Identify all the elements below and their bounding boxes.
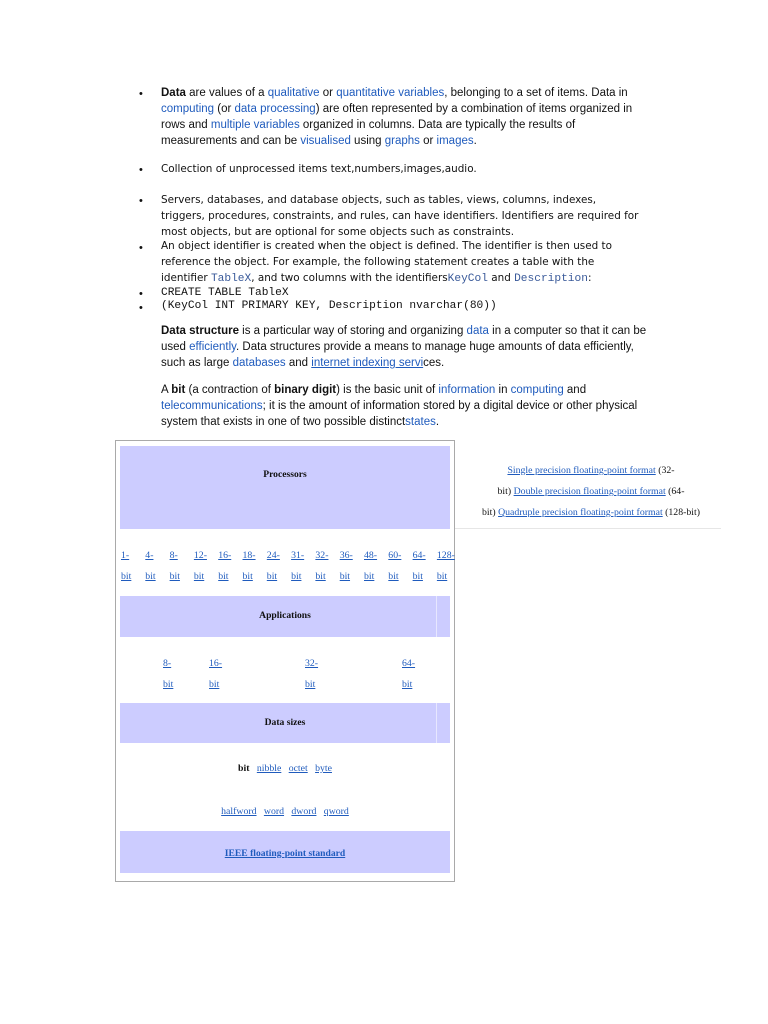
processor-bits-row [120,545,455,587]
link-bit-size[interactable] [267,545,280,587]
text: (a contraction of [185,384,275,396]
link-quadruple-precision[interactable]: Quadruple precision floating-point format [498,507,663,518]
bit-size-prefix: 48- [364,550,378,561]
bit-size-prefix: 16- [209,658,223,669]
data-sizes-heading: Data sizes [264,717,306,728]
bit-size-prefix: 60- [388,550,402,561]
bit-size-prefix: 36- [339,550,353,561]
text: ) are often represented by a combination of items organized in rows and [161,103,633,131]
link-bit-size[interactable] [170,545,180,587]
bullet-marker: • [139,164,143,176]
link-single-precision[interactable]: Single precision floating-point format [507,465,656,476]
bit-word: bit [193,571,205,582]
link-visualised[interactable]: visualised [300,135,351,147]
link-bit-size[interactable] [218,545,231,587]
text: bit) [497,486,514,497]
bit-word: bit [163,679,174,690]
link-octet[interactable]: octet [288,763,308,774]
link-data-processing[interactable]: data processing [234,103,316,115]
text: . [473,135,477,147]
band-edge [436,596,450,637]
bullet-marker: • [139,88,143,100]
bit-size-prefix: 31- [291,550,305,561]
bit-size-prefix: 64- [412,550,426,561]
paragraph-object-identifier [161,238,623,286]
bit-word: bit [305,679,316,690]
link-byte[interactable]: byte [315,763,332,774]
processors-heading: Processors [263,469,307,480]
applications-header-band [120,596,450,637]
link-qualitative[interactable]: qualitative [267,87,320,99]
processors-header-band [120,446,450,529]
text: in a computer so that it can be used [161,325,647,353]
text: organized in columns. Data are typically the results of measurements and can be [161,119,576,147]
text: bit) [482,507,499,518]
link-images[interactable]: images [436,135,474,147]
link-internet-indexing-services[interactable]: internet indexing servi [311,357,424,369]
text: (or [214,103,235,115]
bit-size-prefix: 8- [163,658,172,669]
link-states[interactable]: states [405,416,436,428]
link-word[interactable]: word [263,806,285,817]
bit-word: bit [412,571,423,582]
link-bit-size[interactable] [340,545,353,587]
text: and [285,357,312,369]
bit-word: bit [388,571,399,582]
bit-size-prefix: 16- [218,550,232,561]
link-dword[interactable]: dword [291,806,317,817]
bit-word: bit [315,571,326,582]
code-line-columns: (KeyCol INT PRIMARY KEY, Description nvarchar(80)) [161,300,497,312]
term-binary-digit: binary digit [274,384,337,396]
link-application-bit-size[interactable] [305,653,318,695]
text: (64- [665,486,685,497]
text: . Data structures provide a means to manage huge amounts of data efficiently, such as large [161,341,634,369]
link-bit-size[interactable] [243,545,256,587]
data-sizes-row-1 [120,763,450,774]
link-quantitative-variables[interactable]: quantitative variables [336,87,445,99]
applications-heading: Applications [259,610,311,621]
bit-size-prefix: 1- [121,550,130,561]
bits-navbox [115,440,455,882]
link-nibble[interactable]: nibble [256,763,282,774]
link-bit-size[interactable] [291,545,304,587]
code-line-create-table: CREATE TABLE TableX [161,287,289,299]
code-description: Description [514,273,588,285]
term-bit: bit [171,384,186,396]
link-bit-size[interactable] [364,545,377,587]
term-data: Data [161,87,186,99]
paragraph-identifiers: Servers, databases, and database objects, such as tables, views, columns, indexes, triggers, procedures, constraints, and rules, can have identifiers. Identifiers are required for most objects, but are optional for some objects such as constraints. [161,194,639,238]
bullet-marker: • [139,288,143,300]
bit-word: bit [121,571,132,582]
bit-size-prefix: 128- [436,550,455,561]
bit-size-prefix: 32- [315,550,329,561]
link-ieee-floating-point-standard[interactable]: IEEE floating-point standard [224,848,346,859]
text: in [495,384,511,396]
text: are values of a [185,87,268,99]
data-sizes-row-2 [120,806,450,817]
bullet-marker: • [139,195,143,207]
link-bit-size[interactable] [315,545,328,587]
link-efficiently[interactable]: efficiently [189,341,237,353]
link-computing[interactable]: computing [510,384,564,396]
data-sizes-header-band [120,703,450,743]
link-data[interactable]: data [466,325,489,337]
text: A [161,384,172,396]
link-halfword[interactable]: halfword [221,806,257,817]
text: and [563,384,587,396]
bit-size-prefix: 8- [169,550,178,561]
link-information[interactable]: information [438,384,496,396]
bit-word: bit [209,679,220,690]
text: ; it is the amount of information stored by a digital device or other physical system that exists in one of two possible distinct [161,400,638,428]
bit-word: bit [402,679,413,690]
link-bit-size[interactable] [437,545,455,587]
link-bit-size[interactable] [413,545,426,587]
bit-size-prefix: 18- [242,550,256,561]
bit-word: bit [291,571,302,582]
divider [455,528,721,529]
bit-word: bit [169,571,180,582]
link-databases[interactable]: databases [232,357,286,369]
text: or [419,135,437,147]
bit-size-prefix: 4- [145,550,154,561]
application-bits-row [120,653,450,695]
text: ) is the basic unit of [336,384,439,396]
link-application-bit-size[interactable] [209,653,222,695]
link-telecommunications[interactable]: telecommunications [161,400,263,412]
bit-word: bit [339,571,351,582]
bit-word: bit [218,571,229,582]
paragraph-data-structure [161,323,649,371]
bit-word: bit [266,571,278,582]
paragraph-unprocessed-items: Collection of unprocessed items text,numbers,images,audio. [161,163,477,175]
floating-point-formats [460,460,722,523]
text: An object identifier is created when the object is defined. The identifier is then used to reference the object. For example, the following statement creates a table with the identifier [161,240,612,284]
size-bit-bold: bit [238,763,250,774]
ieee-band [120,831,450,873]
link-multiple-variables[interactable]: multiple variables [210,119,300,131]
code-keycol: KeyCol [447,273,488,285]
text: . [435,416,440,428]
bit-size-prefix: 12- [193,550,207,561]
bit-word: bit [242,571,253,582]
text: , and two columns with the identifiers [251,272,448,284]
paragraph-bit [161,382,653,430]
text: : [587,272,592,284]
bullet-marker: • [139,302,143,314]
code-tablex: TableX [210,273,252,285]
link-qword[interactable]: qword [323,806,349,817]
band-edge [436,703,450,743]
text: using [350,135,385,147]
link-computing[interactable]: computing [161,103,215,115]
text: and [487,272,515,284]
text: is a particular way of storing and organizing [238,325,467,337]
text: , belonging to a set of items. Data in [444,87,628,99]
bit-size-prefix: 24- [266,550,280,561]
bit-size-prefix: 32- [305,658,319,669]
link-bit-size[interactable] [194,545,207,587]
link-graphs[interactable]: graphs [384,135,420,147]
link-bit-size[interactable] [388,545,401,587]
text: ces. [423,357,445,369]
bit-word: bit [436,571,448,582]
link-bit-size[interactable] [121,545,131,587]
bit-word: bit [364,571,375,582]
bit-size-prefix: 64- [402,658,416,669]
link-double-precision[interactable]: Double precision floating-point format [513,486,666,497]
term-data-structure: Data structure [161,325,239,337]
paragraph-data-definition [161,85,653,149]
link-application-bit-size[interactable] [163,653,173,695]
bullet-marker: • [139,242,143,254]
bit-word: bit [145,571,156,582]
text: or [319,87,337,99]
text: (32- [655,465,675,476]
text: (128-bit) [662,507,700,518]
link-application-bit-size[interactable] [402,653,415,695]
link-bit-size[interactable] [145,545,155,587]
